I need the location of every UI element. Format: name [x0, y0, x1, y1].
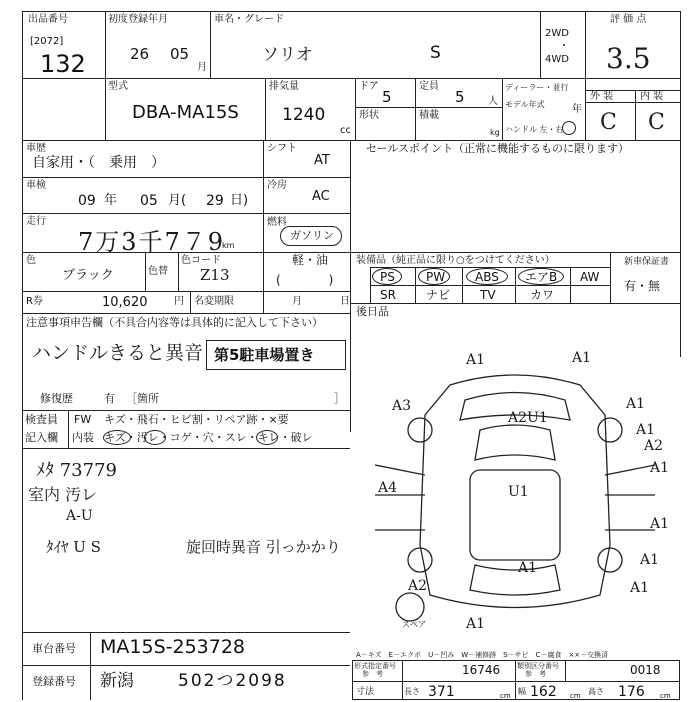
damage-mark: U1 [508, 484, 529, 500]
grid-line [402, 660, 403, 700]
grid-line [190, 291, 191, 313]
fuel-other: ( ) [276, 273, 334, 287]
equip-ps: PS [380, 270, 395, 284]
handnote-meter: ﾒﾀ 73779 [36, 460, 117, 481]
drive-2wd: 2WD [545, 28, 569, 39]
right-door-line [605, 465, 655, 475]
notes-label: 注意事項申告欄（不具合内容等は具体的に記入して下さい） [26, 316, 323, 329]
grid-line [585, 11, 586, 140]
exterior-grade: C [600, 110, 617, 135]
grid-line [350, 140, 351, 432]
grid-line [68, 410, 69, 448]
grid-line [22, 78, 680, 79]
spare-tire [396, 593, 424, 621]
month-unit: 月 [197, 62, 207, 73]
grid-line [22, 632, 350, 633]
year-unit: 年 [104, 193, 118, 208]
equip-abs-circle [466, 268, 508, 285]
shift-value: AT [314, 153, 330, 168]
chassis-number: MA15S-253728 [100, 636, 246, 658]
grid-line [178, 252, 179, 291]
grid-line [105, 11, 106, 140]
class-label: 類別区分番号 [517, 662, 559, 670]
grid-line [415, 267, 416, 303]
fuel-diesel: 軽・油 [292, 253, 329, 267]
inspection-year: 09 [78, 193, 96, 209]
height-value: 176 [618, 684, 645, 700]
warranty-value: 有・無 [624, 279, 661, 293]
grid-line [502, 78, 503, 140]
damage-mark: A1 [518, 560, 538, 576]
damage-mark: A1 [640, 552, 660, 568]
cm-unit: cm [660, 692, 671, 700]
shift-label: シフト [267, 143, 297, 154]
handle-label: ハンドル 左・右 [505, 125, 564, 134]
lot-code: [2072] [30, 36, 64, 47]
grid-line [350, 303, 680, 304]
day-unit: 日) [230, 193, 249, 208]
yen-unit: 円 [174, 296, 184, 307]
handnote-interior: 室内 汚レ [28, 485, 98, 504]
grid-line [515, 267, 516, 303]
damage-mark: A1 [636, 422, 656, 438]
fuel-gasoline-circle [280, 226, 342, 246]
inspection-label: 車検 [26, 180, 46, 191]
year-unit: 年 [572, 104, 582, 115]
equip-tv: TV [480, 288, 496, 302]
displacement-label: 排気量 [269, 81, 299, 92]
repair-end: ］ [334, 392, 345, 405]
handnote-au: A-U [66, 508, 93, 524]
car-name: ソリオ [262, 45, 313, 65]
sales-points-label: セールスポイント（正常に機能するものに限ります） [366, 142, 630, 155]
interior-items: キズ・汚レ・コゲ・穴・スレ・キレ・破レ [104, 431, 313, 444]
inspection-day: 29 [206, 193, 224, 209]
size-label: 寸法 [356, 687, 375, 697]
registration-year: 26 [130, 45, 150, 63]
lot-number-label: 出品番号 [28, 14, 68, 25]
damage-mark: A2 [644, 438, 664, 454]
grid-line [22, 665, 350, 666]
color-change-label: 色替 [148, 266, 168, 277]
grid-line [22, 177, 350, 178]
left-door-line [375, 465, 425, 475]
equip-pw: PW [426, 270, 446, 284]
damage-mark: A2U1 [508, 410, 548, 426]
grid-line [610, 252, 611, 303]
class-sub: 参 考 [525, 670, 546, 678]
cert-no: 16746 [462, 663, 501, 677]
height-label: 高さ [588, 687, 604, 696]
inspection-month: 05 [140, 193, 158, 209]
grid-line [635, 90, 636, 140]
damage-mark: A1 [626, 396, 646, 412]
damage-mark: A1 [650, 516, 670, 532]
interior-label: 内装 [72, 431, 94, 444]
lot-number: 132 [40, 50, 86, 78]
repair-label: 修復歴 [40, 392, 73, 405]
capacity-value: 5 [455, 88, 465, 106]
width-label: 幅 [518, 687, 526, 696]
grid-line [263, 140, 264, 313]
registration-number: 502つ2098 [178, 671, 287, 691]
grid-line [210, 11, 211, 78]
shape-label: 形状 [359, 110, 379, 121]
fuel-gasoline: ガソリン [290, 229, 334, 242]
model-year-label: モデル年式 [505, 100, 545, 109]
equip-airbag-circle [518, 268, 564, 285]
registration-month: 05 [170, 45, 190, 63]
grid-line [355, 78, 356, 140]
drive-separator: ・ [559, 41, 569, 52]
form-border-right [680, 11, 681, 357]
color-code: Z13 [200, 266, 230, 284]
rear-right-wheel [598, 548, 622, 572]
name-change-month: 月 [292, 296, 302, 307]
class-no: 0018 [630, 663, 661, 677]
damage-mark: A3 [392, 398, 412, 414]
name-change-label: 名変期限 [194, 296, 234, 307]
rear-left-wheel [408, 548, 432, 572]
rear-glass-outline [470, 565, 560, 595]
name-grade-label: 車名・グレード [214, 14, 284, 25]
handnote-tire: ﾀｲﾔ U S [46, 538, 101, 556]
person-unit: 人 [488, 96, 498, 107]
length-value: 371 [428, 684, 455, 700]
grid-line [22, 140, 680, 141]
registration-region: 新潟 [100, 671, 134, 691]
equip-ps-circle [372, 268, 402, 285]
history-value: 自家用・（ 乗用 ） [32, 155, 165, 171]
grid-line [355, 107, 502, 108]
damage-mark: A1 [650, 460, 670, 476]
mileage-value: 7万3千7７9 [78, 228, 226, 256]
exterior-label: 外 装 [590, 91, 614, 102]
inspector-label: 検査員 [25, 413, 58, 426]
parking-box-text: 第5駐車場置き [214, 346, 315, 364]
front-left-wheel [408, 418, 432, 442]
fuel-label: 燃料 [267, 217, 287, 228]
kg-unit: kg [490, 128, 500, 137]
cm-unit: cm [570, 692, 581, 700]
handle-right-circle [562, 121, 576, 135]
name-change-day: 日 [340, 296, 350, 307]
load-label: 積載 [419, 110, 439, 121]
grid-line [415, 78, 416, 140]
interior-scratch-circle [103, 430, 131, 445]
fill-label: 記入欄 [25, 431, 58, 444]
interior-stain-circle [144, 430, 166, 445]
equip-aw: AW [580, 270, 600, 284]
interior-grade: C [648, 110, 665, 135]
equip-airbag: エアB [525, 270, 558, 284]
postscript-label: 後日品 [356, 305, 389, 318]
recycle-value: 10,620 [102, 295, 148, 310]
grid-line [22, 448, 350, 449]
width-value: 162 [530, 684, 557, 700]
grid-line [370, 285, 610, 286]
grid-line [22, 313, 350, 314]
form-border-top [22, 11, 680, 12]
grid-line [540, 11, 541, 78]
cert-no-sub: 参 考 [362, 670, 383, 678]
grid-line [462, 267, 463, 303]
damage-mark: A1 [572, 350, 592, 366]
damage-mark: A4 [378, 480, 398, 496]
grid-line [22, 291, 350, 292]
repair-place: ［箇所 [126, 392, 159, 405]
grid-line [22, 213, 350, 214]
spare-label: スペア [402, 620, 426, 629]
equip-sr: SR [380, 288, 396, 302]
grid-line [565, 660, 566, 681]
damage-mark: A2 [408, 578, 428, 594]
equip-abs: ABS [475, 270, 499, 284]
damage-mark: A1 [630, 580, 650, 596]
car-grade: S [430, 43, 441, 63]
handnote-noise: 旋回時異音 引っかかり [186, 538, 341, 556]
score-label: 評 価 点 [610, 14, 647, 25]
registration-label: 登録番号 [32, 675, 76, 688]
cc-unit: cc [340, 125, 351, 136]
mileage-label: 走行 [26, 216, 46, 227]
damage-mark: A1 [466, 616, 486, 632]
damage-mark: A1 [466, 352, 486, 368]
interior-label: 内 装 [640, 91, 664, 102]
cert-no-label: 形式指定番号 [354, 662, 396, 670]
equip-leather: カワ [530, 288, 555, 302]
ac-label: 冷房 [267, 180, 287, 191]
grid-line [90, 632, 91, 700]
doors-value: 5 [382, 88, 392, 106]
length-label: 長さ [404, 687, 420, 696]
auction-score: 3.5 [606, 42, 651, 75]
front-right-wheel [598, 418, 622, 442]
history-label: 車歴 [26, 143, 46, 154]
color-value: ブラック [62, 268, 114, 283]
damage-legend: A－キズ E－エクボ U－凹み W－補修跡 S－サビ C－腐食 ××－交換済 [356, 651, 609, 659]
windshield-outline [475, 425, 555, 460]
ac-value: AC [312, 189, 330, 204]
grid-line [370, 267, 371, 303]
chassis-label: 車台番号 [32, 642, 76, 655]
form-border-left [22, 11, 23, 700]
equipment-label: 装備品（純正品に限り○をつけてください） [356, 255, 555, 266]
km-unit: km [222, 241, 235, 250]
drive-4wd: 4WD [545, 54, 569, 65]
interior-wear-circle [256, 430, 278, 445]
grid-line [22, 410, 350, 411]
displacement-value: 1240 [282, 105, 326, 125]
grid-line [145, 252, 146, 291]
fw-label: FW [74, 413, 92, 426]
month-unit: 月( [168, 193, 187, 208]
warranty-label: 新車保証書 [624, 257, 670, 267]
grid-line [265, 78, 266, 140]
recycle-label: R券 [26, 296, 43, 307]
color-code-label: 色コード [181, 255, 221, 266]
fw-items: キズ・飛石・ヒビ割・リペア跡・×要 [104, 413, 289, 426]
grid-line [570, 267, 571, 303]
equip-pw-circle [418, 268, 450, 285]
notes-handwritten: ハンドルきると異音 [32, 342, 204, 364]
grid-line [515, 660, 516, 700]
color-label: 色 [26, 255, 36, 266]
repair-value: 有 [104, 392, 115, 405]
capacity-label: 定員 [419, 81, 439, 92]
dealer-label: ディーラー・並行 [505, 83, 569, 92]
model-label: 型式 [108, 81, 128, 92]
doors-label: ドア [359, 81, 379, 92]
cm-unit: cm [500, 692, 511, 700]
model-code: DBA-MA15S [132, 102, 239, 123]
equip-navi: ナビ [426, 288, 451, 302]
first-registration-label: 初度登録年月 [108, 14, 168, 25]
